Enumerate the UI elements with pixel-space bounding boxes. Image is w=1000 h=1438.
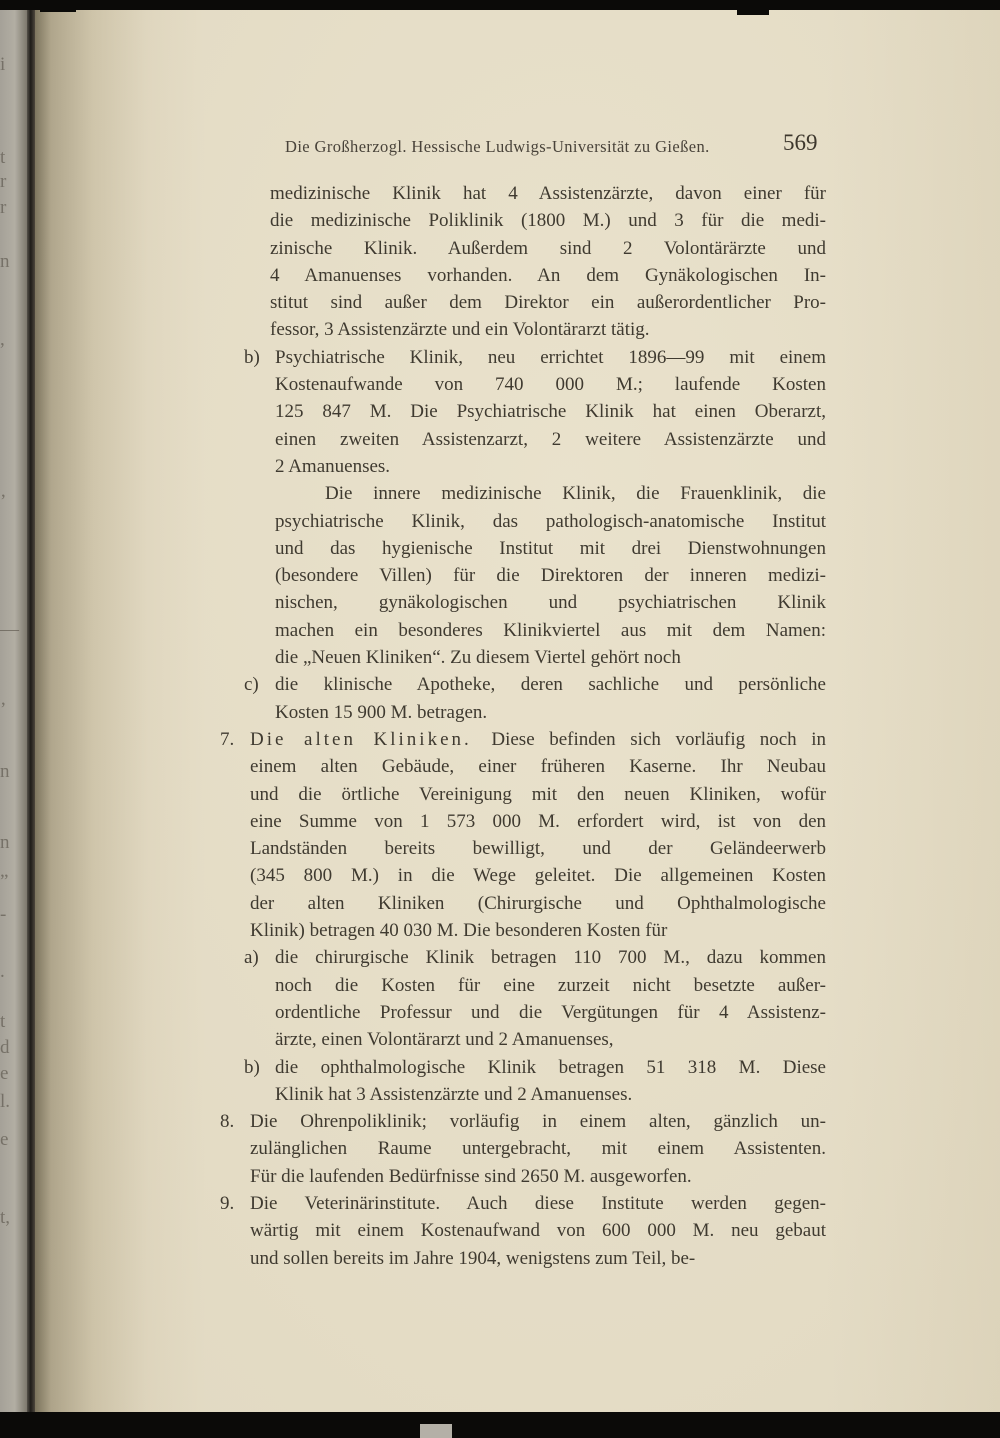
text-line: (besondere Villen) für die Direktoren der inneren medizi- — [275, 565, 826, 587]
gutter-mark: , — [0, 329, 5, 350]
list-item-text — [250, 1190, 826, 1272]
list-item-text — [250, 726, 826, 944]
list-item-text — [275, 671, 826, 726]
text-line: Die alten Kliniken. Diese befinden sich vorläufig noch in — [250, 728, 826, 750]
gutter-mark: n — [0, 761, 10, 782]
text-line: einem alten Gebäude, einer früheren Kaserne. Ihr Neubau — [250, 756, 826, 778]
list-item-b-psychiatrische — [220, 344, 826, 480]
scan-artifact-top-left — [40, 0, 76, 12]
text-line: Die Ohrenpoliklinik; vorläufig in einem alten, gänzlich un- — [250, 1111, 826, 1133]
text-column — [220, 180, 826, 1272]
text-line: die medizinische Poliklinik (1800 M.) und 3 für die medi- — [270, 210, 826, 232]
list-item-b-ophthalmologische — [220, 1054, 826, 1109]
list-item-label: 7. — [220, 728, 235, 750]
text-line: Die innere medizinische Klinik, die Frauenklinik, die — [325, 483, 826, 505]
text-line: 125 847 M. Die Psychiatrische Klinik hat einen Oberarzt, — [275, 401, 826, 423]
text-line: einen zweiten Assistenzarzt, 2 weitere Assistenzärzte und — [275, 428, 826, 450]
list-item-9-veterinaerinstitute — [220, 1190, 826, 1272]
scan-artifact-top-right — [737, 0, 769, 15]
list-item-label: b) — [244, 346, 260, 368]
text-line: machen ein besonderes Klinikviertel aus mit dem Namen: — [275, 619, 826, 641]
text-line: Landständen bereits bewilligt, und der Geländeerwerb — [250, 838, 826, 860]
list-item-label: c) — [244, 674, 259, 696]
letterspaced-lead: Die alten Kliniken. — [250, 728, 472, 750]
paragraph-continuation — [220, 180, 826, 344]
gutter-mark: ” — [0, 871, 9, 892]
text-line: die „Neuen Kliniken“. Zu diesem Viertel gehört noch — [275, 647, 681, 669]
gutter-mark: n — [0, 251, 10, 272]
text-line: wärtig mit einem Kostenaufwand von 600 000 M. neu gebaut — [250, 1220, 826, 1242]
gutter-mark: r — [0, 197, 7, 218]
paper — [35, 10, 1000, 1412]
list-item-text — [275, 944, 826, 1053]
text-line: Klinik hat 3 Assistenzärzte und 2 Amanuenses. — [275, 1083, 633, 1105]
list-item-text — [250, 1108, 826, 1190]
list-item-8-ohrenpoliklinik — [220, 1108, 826, 1190]
gutter-mark: . — [0, 961, 5, 982]
list-item-label: a) — [244, 947, 259, 969]
text-line: Kostenaufwande von 740 000 M.; laufende Kosten — [275, 374, 826, 396]
gutter-mark: r — [0, 171, 7, 192]
gutter-mark: t — [0, 1011, 6, 1032]
gutter-mark: i — [0, 54, 6, 75]
text-line: psychiatrische Klinik, das pathologisch-anatomische Institut — [275, 510, 826, 532]
text-line: stitut sind außer dem Direktor ein außerordentlicher Pro- — [270, 292, 826, 314]
list-item-label: 9. — [220, 1192, 235, 1214]
paragraph-text — [275, 480, 826, 671]
text-line: fessor, 3 Assistenzärzte und ein Volontärarzt tätig. — [270, 319, 650, 341]
gutter-mark: e — [0, 1063, 9, 1084]
text-line: und das hygienische Institut mit drei Dienstwohnungen — [275, 537, 826, 559]
list-item-7-alte-kliniken — [220, 726, 826, 944]
text-line: medizinische Klinik hat 4 Assistenzärzte, davon einer für — [270, 183, 826, 204]
text-line: die klinische Apotheke, deren sachliche und persönliche — [275, 674, 826, 696]
text-line: und sollen bereits im Jahre 1904, wenigstens zum Teil, be- — [250, 1247, 696, 1269]
gutter-mark: e — [0, 1129, 9, 1150]
list-item-label: b) — [244, 1056, 260, 1078]
text-line: Für die laufenden Bedürfnisse sind 2650 M. ausgeworfen. — [250, 1165, 692, 1187]
text-line: Klinik) betragen 40 030 M. Die besonderen Kosten für — [250, 920, 668, 942]
text-line: 4 Amanuenses vorhanden. An dem Gynäkologischen In- — [270, 264, 826, 286]
text-line: ordentliche Professur und die Vergütungen für 4 Assistenz- — [275, 1001, 826, 1023]
gutter-mark: n — [0, 832, 10, 853]
binding-seam — [27, 10, 35, 1412]
text-line: Die Veterinärinstitute. Auch diese Institute werden gegen- — [250, 1192, 826, 1214]
text-line: noch die Kosten für eine zurzeit nicht besetzte außer- — [275, 974, 826, 996]
text-line: die chirurgische Klinik betragen 110 700 M., dazu kommen — [275, 947, 826, 969]
gutter-mark: — — [0, 619, 19, 640]
text-line: ärzte, einen Volontärarzt und 2 Amanuenses, — [275, 1029, 614, 1051]
list-item-text — [275, 1054, 826, 1109]
paragraph-neue-kliniken — [220, 480, 826, 671]
gutter-mark: ’ — [0, 699, 7, 720]
gutter-mark: d — [0, 1037, 10, 1058]
gutter-mark: t — [0, 147, 6, 168]
text-line: und die örtliche Vereinigung mit den neuen Kliniken, wofür — [250, 783, 826, 805]
list-item-a-chirurgische — [220, 944, 826, 1053]
gutter-mark: - — [0, 904, 7, 925]
gutter-mark: l. — [0, 1091, 11, 1112]
gutter-mark: t, — [0, 1207, 11, 1228]
page-number: 569 — [783, 130, 818, 155]
text-line: die ophthalmologische Klinik betragen 51 318 M. Diese — [275, 1056, 826, 1078]
list-item-label: 8. — [220, 1111, 235, 1133]
paragraph-text — [270, 180, 826, 344]
list-item-c-apotheke — [220, 671, 826, 726]
text-line: Psychiatrische Klinik, neu errichtet 1896—99 mit einem — [275, 346, 826, 368]
list-item-text — [275, 344, 826, 480]
text-line: (345 800 M.) in die Wege geleitet. Die allgemeinen Kosten — [250, 865, 826, 887]
book-edge-strip — [0, 10, 27, 1412]
gutter-mark: ’ — [0, 491, 7, 512]
text-line: Kosten 15 900 M. betragen. — [275, 701, 488, 723]
text-line: nischen, gynäkologischen und psychiatrischen Klinik — [275, 592, 826, 614]
text-line: 2 Amanuenses. — [275, 455, 391, 477]
text-line: zinische Klinik. Außerdem sind 2 Volontärärzte und — [270, 237, 826, 259]
scan-artifact-bottom — [420, 1424, 452, 1438]
text-line: der alten Kliniken (Chirurgische und Ophthalmologische — [250, 892, 826, 914]
text-line: zulänglichen Raume untergebracht, mit einem Assistenten. — [250, 1138, 826, 1160]
text-line: eine Summe von 1 573 000 M. erfordert wird, ist von den — [250, 810, 826, 832]
running-head: Die Großherzogl. Hessische Ludwigs-Universität zu Gießen. — [285, 137, 710, 156]
